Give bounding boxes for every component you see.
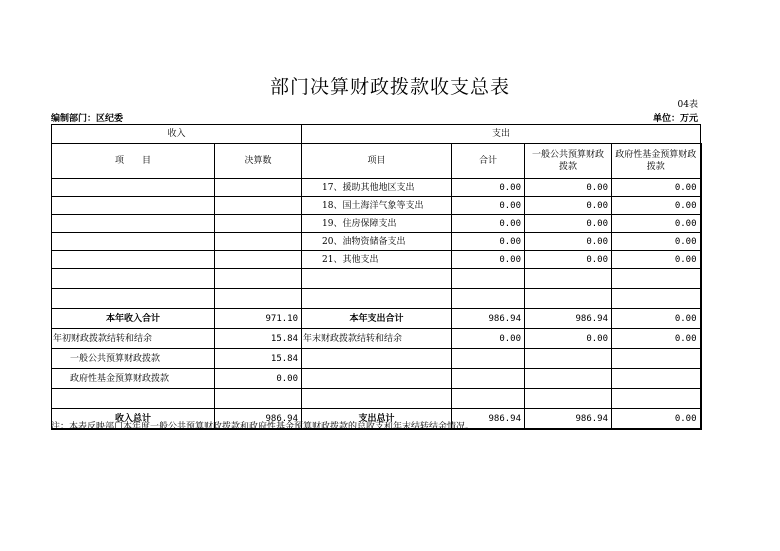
grand-income-label: 收入总计 <box>52 409 215 430</box>
expense-total: 0.00 <box>452 251 525 269</box>
table-row <box>52 215 701 233</box>
page-title: 部门决算财政拨款收支总表 <box>269 76 510 98</box>
end-carry-fund: 0.00 <box>612 329 701 349</box>
section-header-row <box>52 125 701 144</box>
income-total-label: 本年收入合计 <box>52 309 215 329</box>
income-header: 收入 <box>52 125 302 144</box>
expense-general: 0.00 <box>525 197 612 215</box>
expense-fund: 0.00 <box>612 233 701 251</box>
expense-fund-value: 0.00 <box>612 309 701 329</box>
expense-fund: 0.00 <box>612 215 701 233</box>
grand-income-value: 986.94 <box>215 409 302 430</box>
sub-general-value: 15.84 <box>215 349 302 369</box>
sub-general-row <box>52 349 701 369</box>
col-expense-item: 项目 <box>302 144 452 179</box>
expense-general-value: 986.94 <box>525 309 612 329</box>
table-row <box>52 179 701 197</box>
empty-row <box>52 269 701 289</box>
table-row <box>52 197 701 215</box>
expense-fund: 0.00 <box>612 197 701 215</box>
carry-over-row <box>52 329 701 349</box>
unit-label: 单位：万元 <box>652 114 698 124</box>
annual-total-row <box>52 309 701 329</box>
grand-expense-fund: 0.00 <box>612 409 701 430</box>
expense-general: 0.00 <box>525 179 612 197</box>
column-header-row <box>52 144 701 179</box>
compiling-department: 编制部门：区纪委 <box>51 114 124 124</box>
grand-expense-total: 986.94 <box>452 409 525 430</box>
form-number: 04表 <box>677 100 698 110</box>
expense-header: 支出 <box>302 125 701 144</box>
grand-expense-general: 986.94 <box>525 409 612 430</box>
budget-summary-table <box>51 124 702 430</box>
expense-total: 0.00 <box>452 179 525 197</box>
expense-total: 0.00 <box>452 197 525 215</box>
end-carry-label: 年末财政拨款结转和结余 <box>302 329 452 349</box>
expense-item: 17、援助其他地区支出 <box>302 179 452 197</box>
end-carry-total: 0.00 <box>452 329 525 349</box>
expense-item: 21、其他支出 <box>302 251 452 269</box>
expense-general: 0.00 <box>525 251 612 269</box>
income-total-value: 971.10 <box>215 309 302 329</box>
expense-fund: 0.00 <box>612 179 701 197</box>
col-gov-fund: 政府性基金预算财政拨款 <box>612 144 701 179</box>
expense-total: 0.00 <box>452 233 525 251</box>
sub-fund-value: 0.00 <box>215 369 302 389</box>
expense-item: 19、住房保障支出 <box>302 215 452 233</box>
col-final-amount: 决算数 <box>215 144 302 179</box>
expense-total-value: 986.94 <box>452 309 525 329</box>
expense-total-label: 本年支出合计 <box>302 309 452 329</box>
table-row <box>52 233 701 251</box>
sub-fund-label: 政府性基金预算财政拨款 <box>52 369 215 389</box>
footnote: 注：本表反映部门本年度一般公共预算财政拨款和政府性基金预算财政拨款的总收支和年末结转结余情况。 <box>51 422 475 432</box>
end-carry-general: 0.00 <box>525 329 612 349</box>
table-row <box>52 251 701 269</box>
expense-total: 0.00 <box>452 215 525 233</box>
sub-general-label: 一般公共预算财政拨款 <box>52 349 215 369</box>
empty-row <box>52 389 701 409</box>
begin-carry-label: 年初财政拨款结转和结余 <box>52 329 215 349</box>
empty-row <box>52 289 701 309</box>
expense-item: 20、油物资储备支出 <box>302 233 452 251</box>
expense-item: 18、国土海洋气象等支出 <box>302 197 452 215</box>
col-income-item: 项 目 <box>52 144 215 179</box>
col-general-budget: 一般公共预算财政拨款 <box>525 144 612 179</box>
expense-fund: 0.00 <box>612 251 701 269</box>
sub-fund-row <box>52 369 701 389</box>
expense-general: 0.00 <box>525 215 612 233</box>
begin-carry-value: 15.84 <box>215 329 302 349</box>
expense-general: 0.00 <box>525 233 612 251</box>
col-total: 合计 <box>452 144 525 179</box>
grand-expense-label: 支出总计 <box>302 409 452 430</box>
